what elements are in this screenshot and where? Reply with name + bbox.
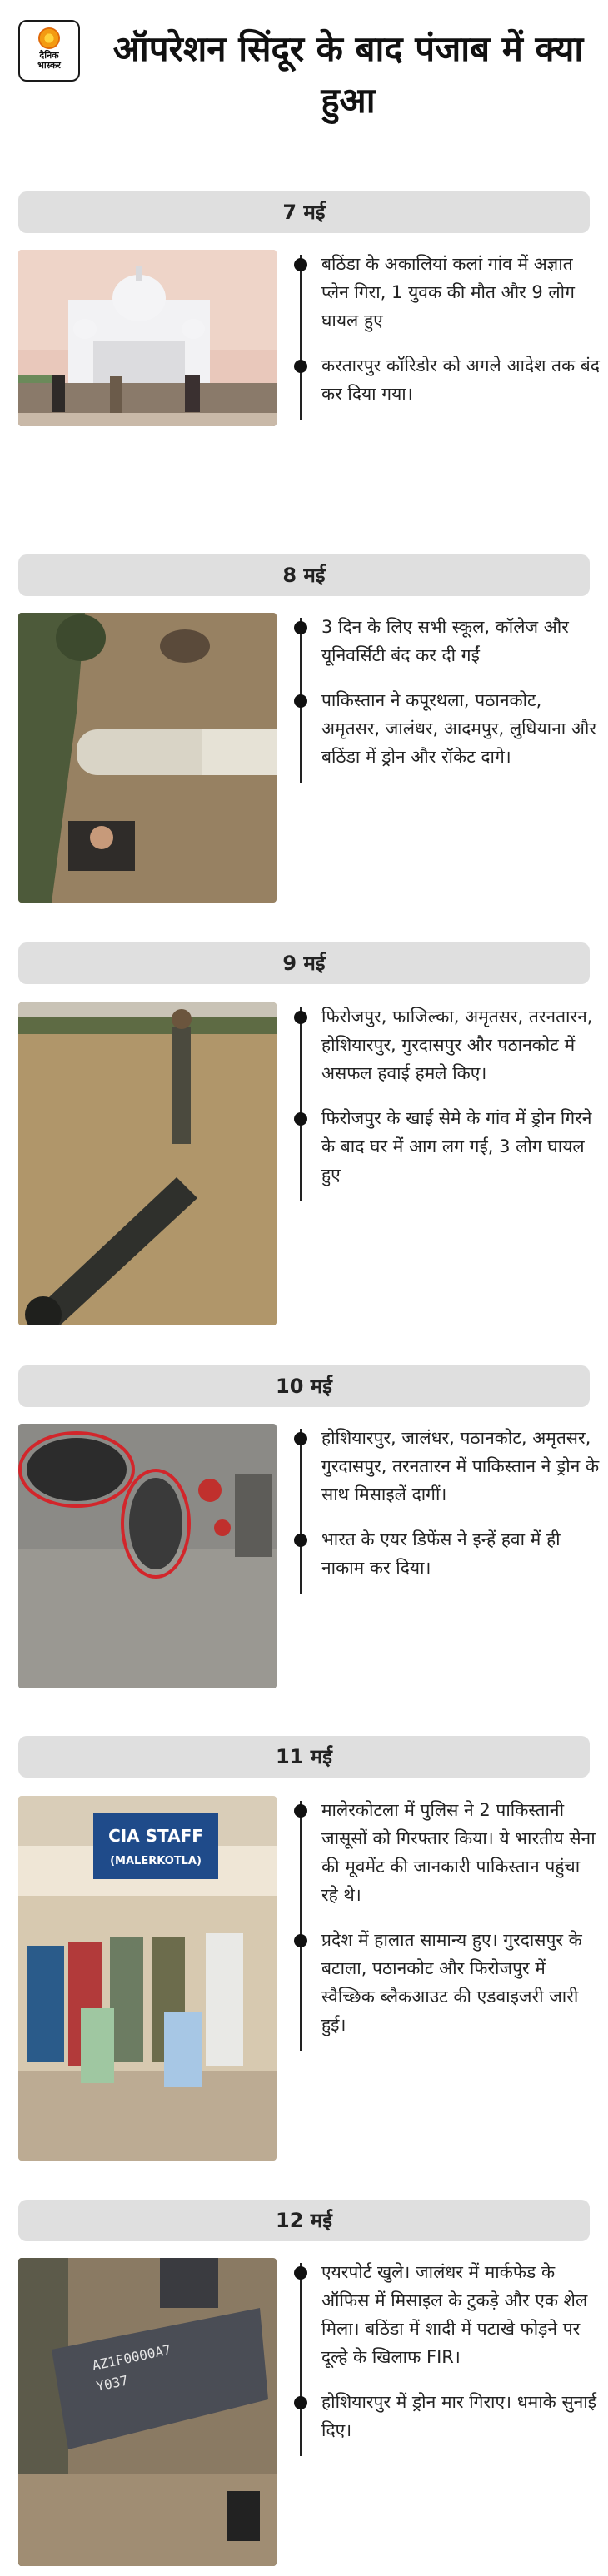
- list-item: [293, 1002, 600, 1087]
- list-item: [293, 250, 600, 335]
- bullet-list: [293, 1424, 600, 1599]
- bullet-dot-icon: [294, 360, 307, 373]
- bullet-list: [293, 613, 600, 788]
- policeman-with-missile-in-field-photo: [18, 1002, 277, 1325]
- list-item: [293, 686, 600, 771]
- date-header: 8 मई: [18, 554, 590, 596]
- missile-debris-photo: [18, 1424, 277, 1688]
- bullet-dot-icon: [294, 1804, 307, 1818]
- bullet-text: करतारपुर कॉरिडोर को अगले आदेश तक बंद कर दिया गया।: [321, 356, 600, 404]
- list-item: [293, 1424, 600, 1509]
- list-item: [293, 1796, 600, 1909]
- list-item: [293, 2388, 600, 2444]
- bullet-dot-icon: [294, 1432, 307, 1445]
- bullet-text: भारत के एयर डिफेंस ने इन्हें हवा में ही नाकाम कर दिया।: [321, 1529, 561, 1578]
- cia-staff-sign-line1: CIA STAFF: [108, 1826, 203, 1846]
- bullet-text: होशियारपुर में ड्रोन मार गिराए। धमाके सुनाई दिए।: [321, 2392, 597, 2440]
- cia-staff-arrest-photo: [18, 1796, 277, 2161]
- kartarpur-gurdwara-photo: [18, 250, 277, 426]
- logo-text-line2: भास्कर: [37, 60, 61, 71]
- bullet-list: [293, 1796, 600, 2056]
- date-header: 11 मई: [18, 1736, 590, 1778]
- bullet-dot-icon: [294, 621, 307, 634]
- bullet-text: मालेरकोटला में पुलिस ने 2 पाकिस्तानी जासूसों को गिरफ्तार किया। ये भारतीय सेना की मूवमेंट की जानकारी पाकिस्तान पहुंचा रहे थे।: [321, 1800, 596, 1905]
- bullet-dot-icon: [294, 694, 307, 708]
- date-header: 7 मई: [18, 191, 590, 233]
- list-item: [293, 1525, 600, 1582]
- bullet-list: [293, 250, 600, 425]
- missile-shell-fragment-photo: [18, 2258, 277, 2566]
- list-item: [293, 1104, 600, 1189]
- bullet-text: एयरपोर्ट खुले। जालंधर में मार्कफेड के ऑफिस में मिसाइल के टुकड़े और एक शेल मिला। बठिंडा में शादी में पटाखे फोड़ने पर दूल्हे के खिलाफ FIR।: [321, 2262, 588, 2367]
- shell-marking-line2: Y037: [94, 2372, 130, 2394]
- list-item: [293, 351, 600, 408]
- bullet-text: पाकिस्तान ने कपूरथला, पठानकोट, अमृतसर, जालंधर, आदमपुर, लुधियाना और बठिंडा में ड्रोन और रॉकेट दागे।: [321, 690, 596, 767]
- bullet-dot-icon: [294, 1934, 307, 1947]
- logo-text-line1: दैनिक: [39, 50, 59, 61]
- bullet-text: प्रदेश में हालात सामान्य हुए। गुरदासपुर के बटाला, पठानकोट और फिरोजपुर में स्वैच्छिक ब्लैकआउट की एडवाइजरी जारी हुई।: [321, 1930, 582, 2035]
- bullet-dot-icon: [294, 1011, 307, 1024]
- bullet-dot-icon: [294, 2266, 307, 2280]
- bullet-list: [293, 2258, 600, 2461]
- header: [0, 0, 608, 167]
- bullet-dot-icon: [294, 1112, 307, 1126]
- bullet-dot-icon: [294, 258, 307, 271]
- soldier-inspecting-rocket-photo: [18, 613, 277, 903]
- page-title: ऑपरेशन सिंदूर के बाद पंजाब में क्या हुआ: [112, 28, 584, 121]
- bullet-text: बठिंडा के अकालियां कलां गांव में अज्ञात प्लेन गिरा, 1 युवक की मौत और 9 लोग घायल हुए: [321, 254, 575, 331]
- dainik-bhaskar-logo[interactable]: [18, 20, 80, 82]
- list-item: [293, 1926, 600, 2039]
- bullet-list: [293, 1002, 600, 1206]
- date-header: 10 मई: [18, 1365, 590, 1407]
- cia-staff-sign-line2: (MALERKOTLA): [110, 1855, 202, 1867]
- sun-logo-icon: [38, 27, 60, 49]
- shell-marking-line1: AZ1F0000A7: [90, 2341, 173, 2374]
- date-header: 9 मई: [18, 942, 590, 984]
- bullet-text: फिरोजपुर के खाई सेमे के गांव में ड्रोन गिरने के बाद घर में आग लग गई, 3 लोग घायल हुए: [321, 1108, 592, 1185]
- bullet-dot-icon: [294, 2396, 307, 2409]
- bullet-text: फिरोजपुर, फाजिल्का, अमृतसर, तरनतारन, होशियारपुर, गुरदासपुर और पठानकोट में असफल हवाई हमले किए।: [321, 1007, 593, 1083]
- bullet-text: होशियारपुर, जालंधर, पठानकोट, अमृतसर, गुरदासपुर, तरनतारन में पाकिस्तान ने ड्रोन के साथ मिसाइलें दागीं।: [321, 1428, 600, 1504]
- bullet-text: 3 दिन के लिए सभी स्कूल, कॉलेज और यूनिवर्सिटी बंद कर दी गईं: [321, 617, 569, 665]
- list-item: [293, 613, 600, 669]
- date-header: 12 मई: [18, 2200, 590, 2241]
- bullet-dot-icon: [294, 1534, 307, 1547]
- list-item: [293, 2258, 600, 2371]
